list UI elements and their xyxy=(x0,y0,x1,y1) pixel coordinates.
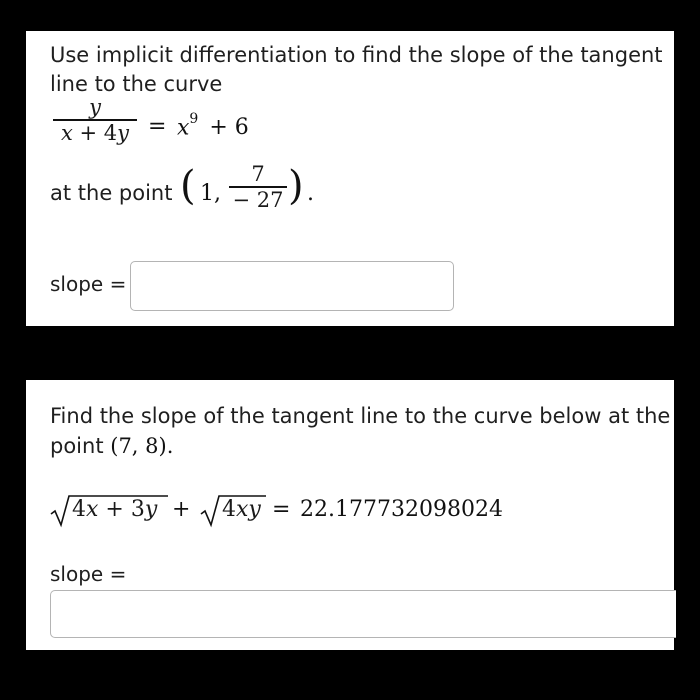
plus-sign: + xyxy=(172,497,191,522)
rhs-rest: + 6 xyxy=(209,115,249,141)
curve-fraction-numerator: y xyxy=(89,95,101,119)
right-paren: ) xyxy=(288,163,304,209)
point-suffix: . xyxy=(307,181,314,206)
question-2-prompt-line-2 xyxy=(50,432,173,461)
slope-label-1: slope = xyxy=(50,272,127,296)
question-1-panel xyxy=(26,31,674,326)
point-y-denominator: − 27 xyxy=(232,187,284,212)
sqrt-term-2 xyxy=(200,494,266,528)
slope-input-2[interactable] xyxy=(50,590,676,638)
point-2: (7, 8). xyxy=(110,434,174,458)
curve-fraction-denominator: x + 4y xyxy=(60,120,130,145)
point-y-numerator: 7 xyxy=(251,162,265,186)
curve-fraction xyxy=(53,95,137,145)
slope-label-2: slope = xyxy=(50,562,127,586)
slope-input-1[interactable] xyxy=(130,261,454,311)
sqrt-term-2-radicand: 4xy xyxy=(222,497,261,522)
sqrt-term-1 xyxy=(50,494,168,528)
rhs-base: x xyxy=(177,115,190,141)
question-1-prompt-line-1: Use implicit differentiation to find the slope of the tangent xyxy=(50,43,663,67)
point-prefix-2: point xyxy=(50,434,104,458)
left-paren: ( xyxy=(180,163,196,209)
question-1-prompt-line-2: line to the curve xyxy=(50,72,223,96)
rhs-exponent: 9 xyxy=(189,111,199,127)
sqrt-term-1-radicand: 4x + 3y xyxy=(72,497,158,522)
point-prefix: at the point xyxy=(50,181,173,205)
question-2-panel xyxy=(26,380,674,650)
equals-sign-2: = xyxy=(272,497,291,522)
curve-rhs xyxy=(177,111,249,141)
curve-equals-sign: = xyxy=(148,114,167,139)
curve-rhs-value: 22.177732098024 xyxy=(300,497,503,522)
point-y-fraction xyxy=(229,162,287,212)
point-x: 1, xyxy=(200,181,221,206)
question-2-prompt-line-1: Find the slope of the tangent line to the curve below at the xyxy=(50,404,671,428)
